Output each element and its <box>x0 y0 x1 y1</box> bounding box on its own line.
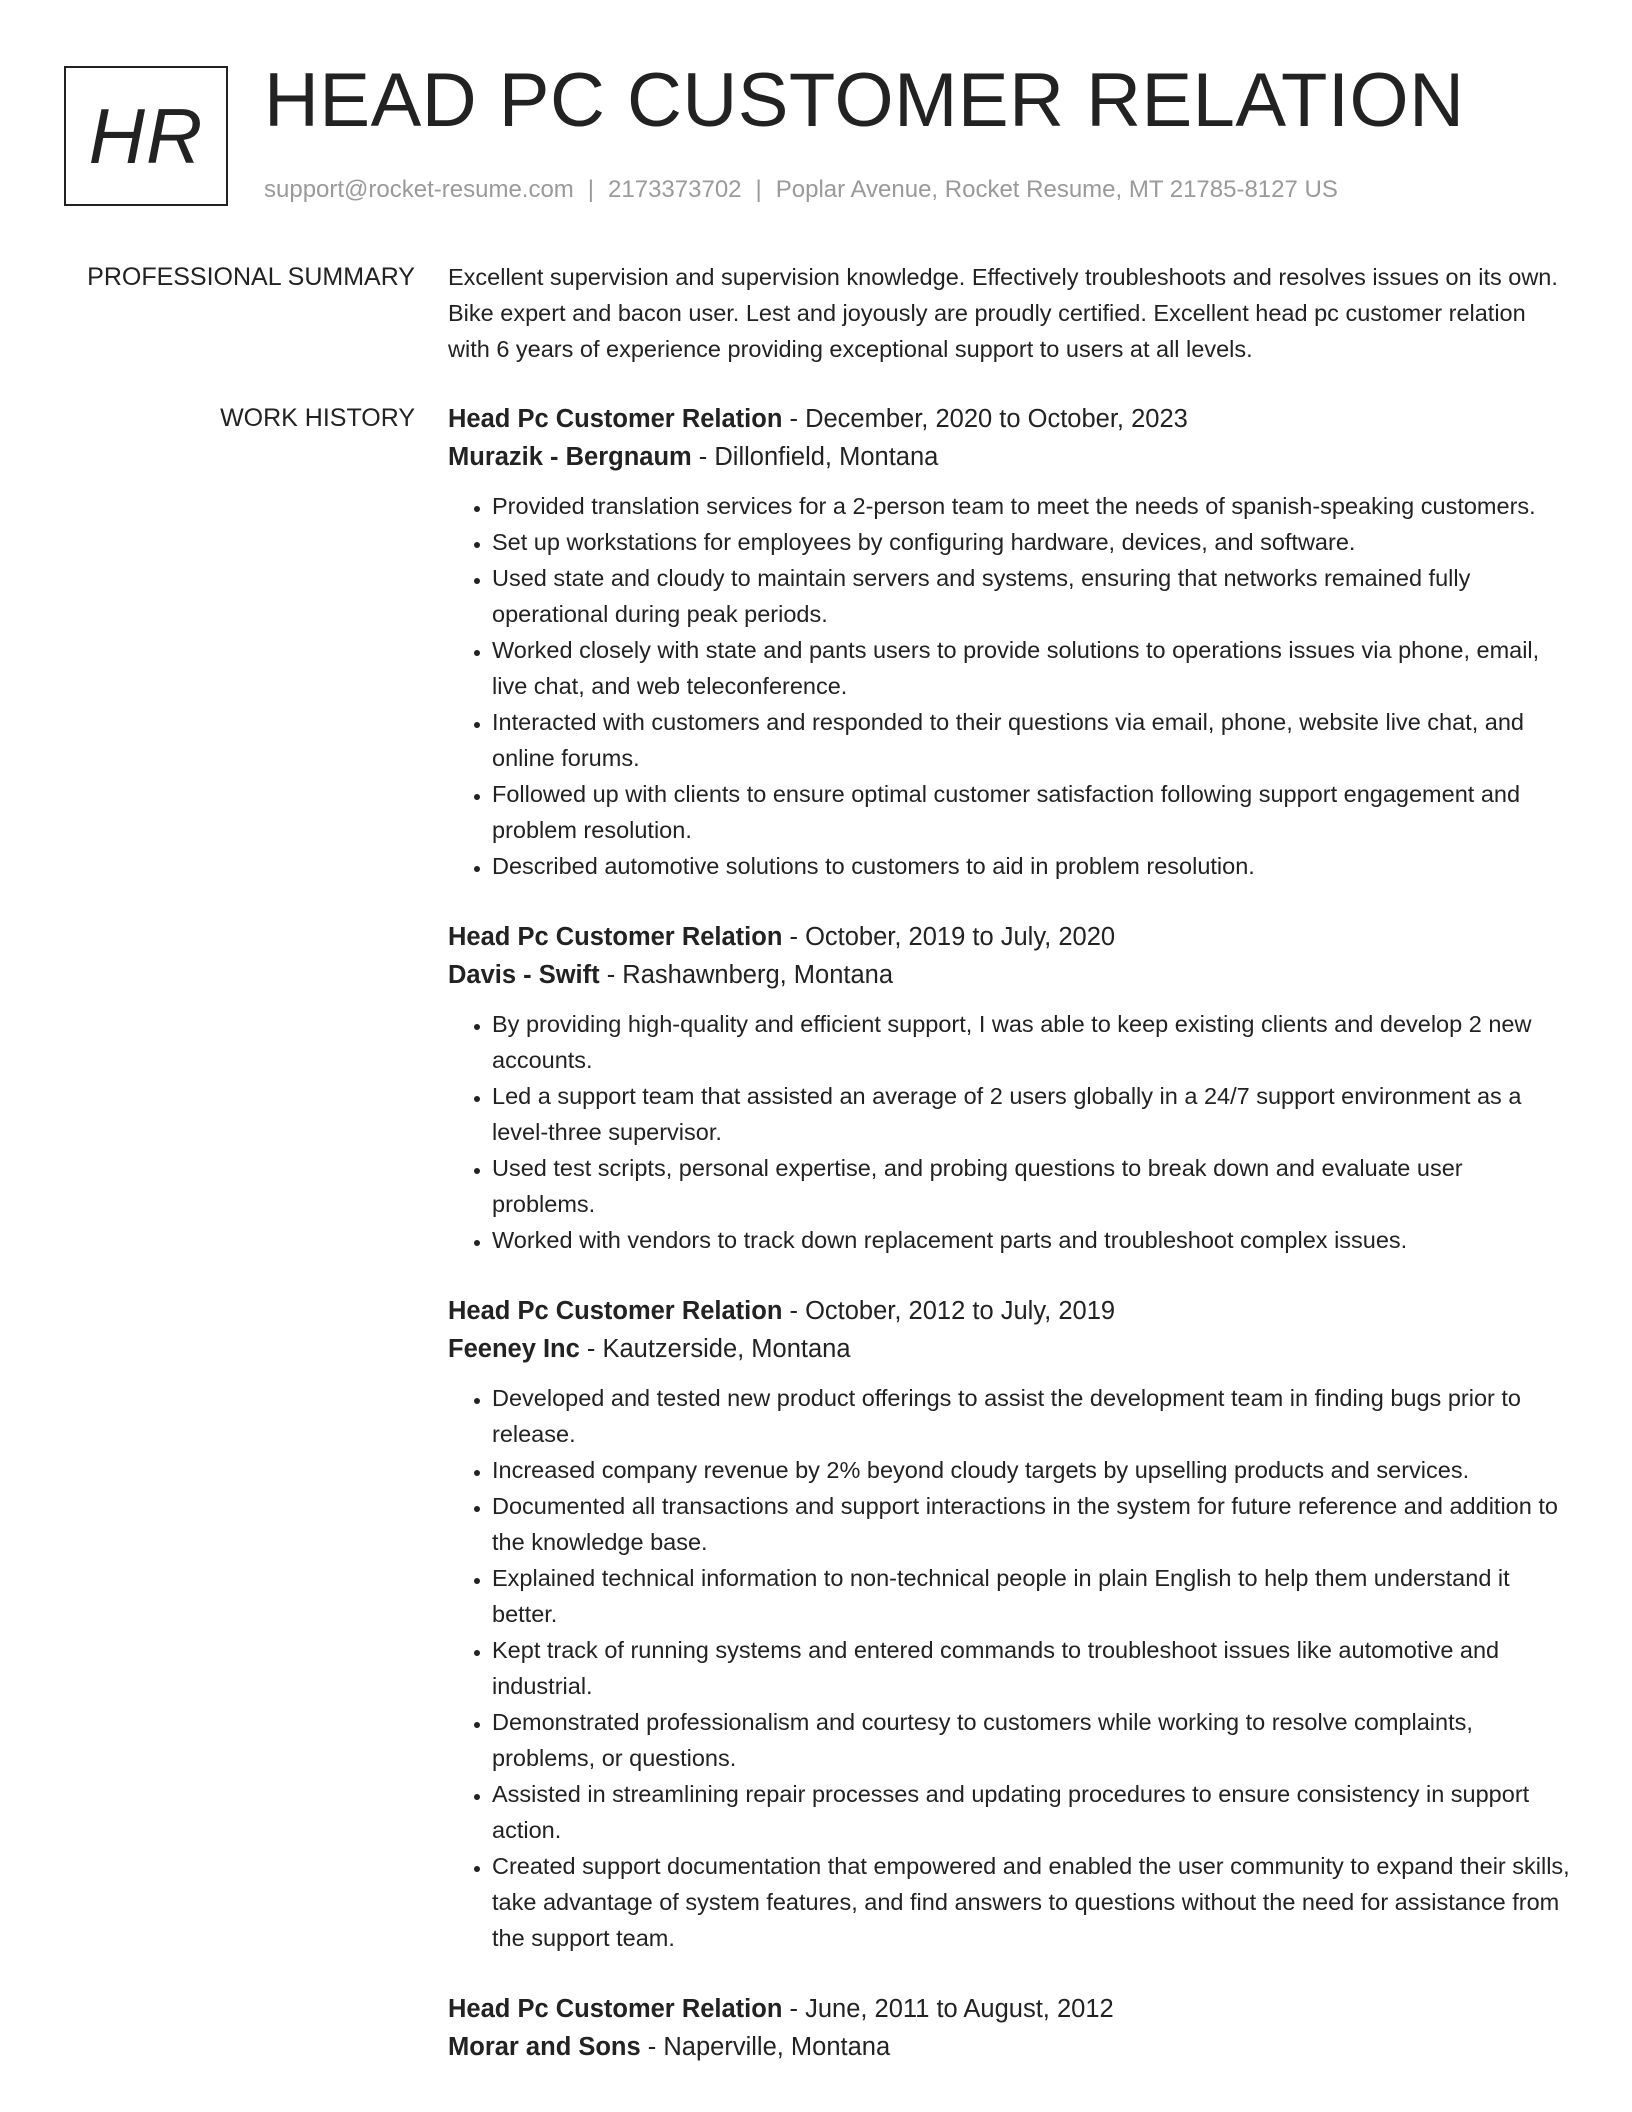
contact-email[interactable]: support@rocket-resume.com <box>264 176 574 203</box>
job-dates: - June, 2011 to August, 2012 <box>782 1995 1114 2023</box>
job-company: Murazik - Bergnaum <box>448 443 692 471</box>
job-entry <box>448 918 1570 1258</box>
job-location: - Naperville, Montana <box>640 2033 891 2061</box>
job-bullet: • Interacted with customers and responded to their questions via email, phone, website live chat, and online forums. <box>492 704 1570 776</box>
job-title: Head Pc Customer Relation <box>448 1297 783 1325</box>
job-company-line <box>448 438 1570 476</box>
work-history-list <box>448 400 1570 2100</box>
job-title: Head Pc Customer Relation <box>448 405 783 433</box>
job-company: Davis - Swift <box>448 961 600 989</box>
section-label-work-history: WORK HISTORY <box>220 404 415 432</box>
job-bullet: • By providing high-quality and efficient support, I was able to keep existing clients and develop 2 new accounts. <box>492 1006 1570 1078</box>
job-dates: - October, 2019 to July, 2020 <box>782 923 1116 951</box>
job-company-line <box>448 956 1570 994</box>
job-bullet: • Developed and tested new product offerings to assist the development team in finding bugs prior to release. <box>492 1380 1570 1452</box>
job-bullet-list <box>448 488 1570 884</box>
job-location: - Dillonfield, Montana <box>691 443 939 471</box>
job-bullet-list <box>448 1380 1570 1956</box>
job-bullet: • Provided translation services for a 2-person team to meet the needs of spanish-speaking customers. <box>492 488 1570 524</box>
job-dates: - October, 2012 to July, 2019 <box>782 1297 1116 1325</box>
job-bullet: • Documented all transactions and support interactions in the system for future reference and addition to the knowledge base. <box>492 1488 1570 1560</box>
job-title-line <box>448 918 1570 956</box>
section-label-summary: PROFESSIONAL SUMMARY <box>87 263 415 291</box>
job-location: - Kautzerside, Montana <box>579 1335 851 1363</box>
job-entry <box>448 1292 1570 1956</box>
job-title-line <box>448 400 1570 438</box>
contact-separator: | <box>755 176 762 203</box>
job-bullet: • Increased company revenue by 2% beyond cloudy targets by upselling products and services. <box>492 1452 1570 1488</box>
job-bullet: • Assisted in streamlining repair processes and updating procedures to ensure consistency in support action. <box>492 1776 1570 1848</box>
job-bullet: • Kept track of running systems and entered commands to troubleshoot issues like automotive and industrial. <box>492 1632 1570 1704</box>
job-bullet-list <box>448 1006 1570 1258</box>
contact-phone[interactable]: 2173373702 <box>608 176 742 203</box>
job-bullet: • Explained technical information to non-technical people in plain English to help them understand it better. <box>492 1560 1570 1632</box>
contact-line <box>264 175 1338 205</box>
job-company: Morar and Sons <box>448 2033 641 2061</box>
contact-address: Poplar Avenue, Rocket Resume, MT 21785-8127 US <box>775 176 1338 203</box>
job-location: - Rashawnberg, Montana <box>599 961 894 989</box>
job-title-line <box>448 1292 1570 1330</box>
monogram-initials: HR <box>88 91 204 180</box>
monogram-box <box>64 66 228 206</box>
job-bullet: • Set up workstations for employees by configuring hardware, devices, and software. <box>492 524 1570 560</box>
job-dates: - December, 2020 to October, 2023 <box>782 405 1188 433</box>
job-bullet: • Used test scripts, personal expertise, and probing questions to break down and evaluate user problems. <box>492 1150 1570 1222</box>
job-bullet: • Created support documentation that empowered and enabled the user community to expand their skills, take advantage of system features, and find answers to questions without the need for assistance from the support team. <box>492 1848 1570 1956</box>
job-bullet: • Described automotive solutions to customers to aid in problem resolution. <box>492 848 1570 884</box>
job-title: Head Pc Customer Relation <box>448 923 783 951</box>
job-title-line <box>448 1990 1570 2028</box>
job-entry <box>448 400 1570 884</box>
job-company: Feeney Inc <box>448 1335 580 1363</box>
job-bullet: • Worked with vendors to track down replacement parts and troubleshoot complex issues. <box>492 1222 1570 1258</box>
resume-title: HEAD PC CUSTOMER RELATION <box>264 58 1465 143</box>
contact-separator: | <box>587 176 595 203</box>
job-bullet: • Used state and cloudy to maintain servers and systems, ensuring that networks remained fully operational during peak periods. <box>492 560 1570 632</box>
job-bullet: • Worked closely with state and pants users to provide solutions to operations issues via phone, email, live chat, and web teleconference. <box>492 632 1570 704</box>
job-bullet: • Followed up with clients to ensure optimal customer satisfaction following support engagement and problem resolution. <box>492 776 1570 848</box>
job-bullet: • Led a support team that assisted an average of 2 users globally in a 24/7 support environment as a level-three supervisor. <box>492 1078 1570 1150</box>
job-title: Head Pc Customer Relation <box>448 1995 783 2023</box>
job-bullet: • Demonstrated professionalism and courtesy to customers while working to resolve complaints, problems, or questions. <box>492 1704 1570 1776</box>
summary-text: Excellent supervision and supervision knowledge. Effectively troubleshoots and resolves issues on its own. Bike expert and bacon user. Lest and joyously are proudly certified. Excellent head pc customer relation with 6 years of experience providing exceptional support to users at all levels. <box>448 264 1558 362</box>
job-company-line <box>448 1330 1570 1368</box>
job-entry <box>448 1990 1570 2066</box>
summary-body <box>448 259 1570 367</box>
job-company-line <box>448 2028 1570 2066</box>
